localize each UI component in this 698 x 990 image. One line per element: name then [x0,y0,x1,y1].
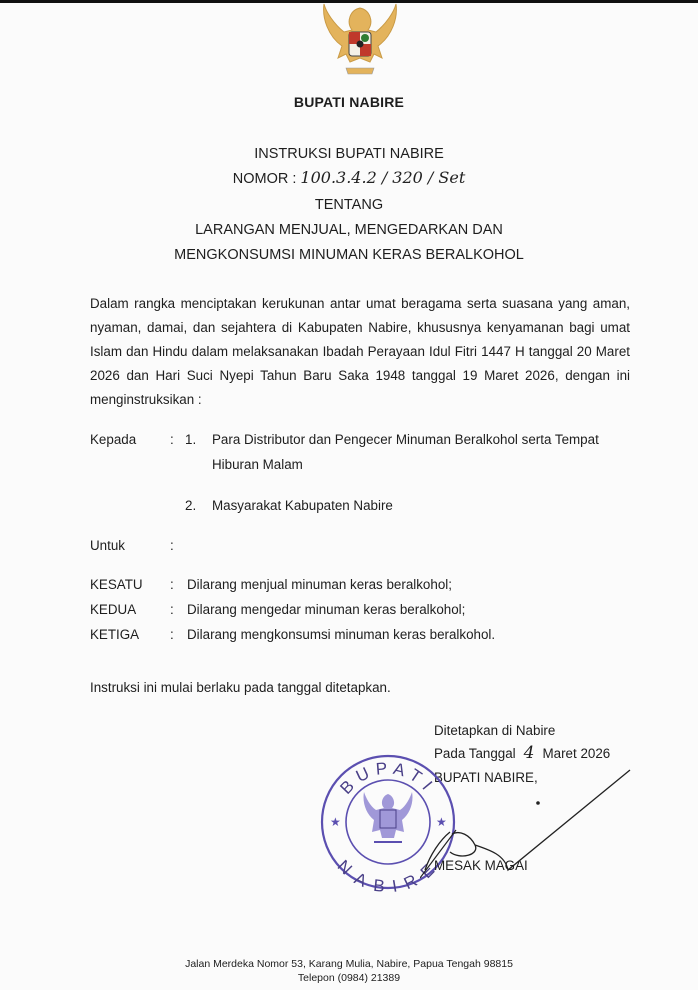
kepada-colon: : [170,432,174,447]
document-number [0,168,698,187]
stamp-top-text: BUPATI [336,758,440,799]
office-heading: BUPATI NABIRE [293,94,405,110]
clause-label: KESATU [90,577,143,592]
clause-colon: : [170,627,174,642]
date-day: 4 [523,743,535,763]
kepada-item-number: 2. [185,498,197,513]
signed-place: Ditetapkan di Nabire [434,723,556,738]
stamp-garuda-icon [363,792,412,838]
untuk-colon: : [170,538,174,553]
kepada-item-text: Masyarakat Kabupaten Nabire [212,498,393,513]
untuk-label: Untuk [90,538,125,553]
signer-name: MESAK MAGAI [434,858,528,873]
footer-phone: Telepon (0984) 21389 [297,972,401,984]
subject-line-2: MENGKONSUMSI MINUMAN KERAS BERALKOHOL [174,247,524,263]
kepada-label: Kepada [90,432,137,447]
footer-address: Jalan Merdeka Nomor 53, Karang Mulia, Nabire, Papua Tengah 98815 [185,958,513,970]
tentang-heading: TENTANG [314,197,384,213]
clause-text: Dilarang mengedar minuman keras beralkohol; [187,602,466,617]
star-icon: ★ [436,815,447,829]
clause-text: Dilarang menjual minuman keras beralkohol; [187,577,452,592]
clause-colon: : [170,602,174,617]
clause-label: KETIGA [90,627,140,642]
date-prefix: Pada Tanggal [434,746,516,761]
nomor-value: 100.3.4.2 / 320 / Set [300,168,466,187]
kepada-item-number: 1. [185,432,197,447]
clause-label: KEDUA [90,602,137,617]
date-suffix: Maret 2026 [542,746,611,761]
clause-colon: : [170,577,174,592]
document-title: INSTRUKSI BUPATI NABIRE [254,146,444,162]
closing-statement: Instruksi ini mulai berlaku pada tanggal ditetapkan. [90,680,391,695]
kepada-item-text: Para Distributor dan Pengecer Minuman Beralkohol serta Tempat Hiburan Malam [212,432,599,472]
stamp-bottom-text: NABIRE [333,856,443,892]
clause-text: Dilarang mengkonsumsi minuman keras beralkohol. [187,627,496,642]
signer-position: BUPATI NABIRE, [434,770,538,785]
star-icon: ★ [330,815,341,829]
nomor-label: NOMOR : [232,171,297,187]
subject-line-1: LARANGAN MENJUAL, MENGEDARKAN DAN [195,222,503,238]
garuda-emblem-icon [316,2,404,84]
intro-paragraph: Dalam rangka menciptakan kerukunan antar umat beragama serta suasana yang aman, nyaman, damai, dan sejahtera di Kabupaten Nabire, khususnya kenyamanan bagi umat Islam dan Hindu dalam melaksanakan Ibadah Perayaan Idul Fitri 1447 H tanggal 20 Maret 2026 dan Hari Suci Nyepi Tahun Baru Saka 1948 tanggal 19 Maret 2026, dengan ini menginstruksikan : [90,296,630,407]
